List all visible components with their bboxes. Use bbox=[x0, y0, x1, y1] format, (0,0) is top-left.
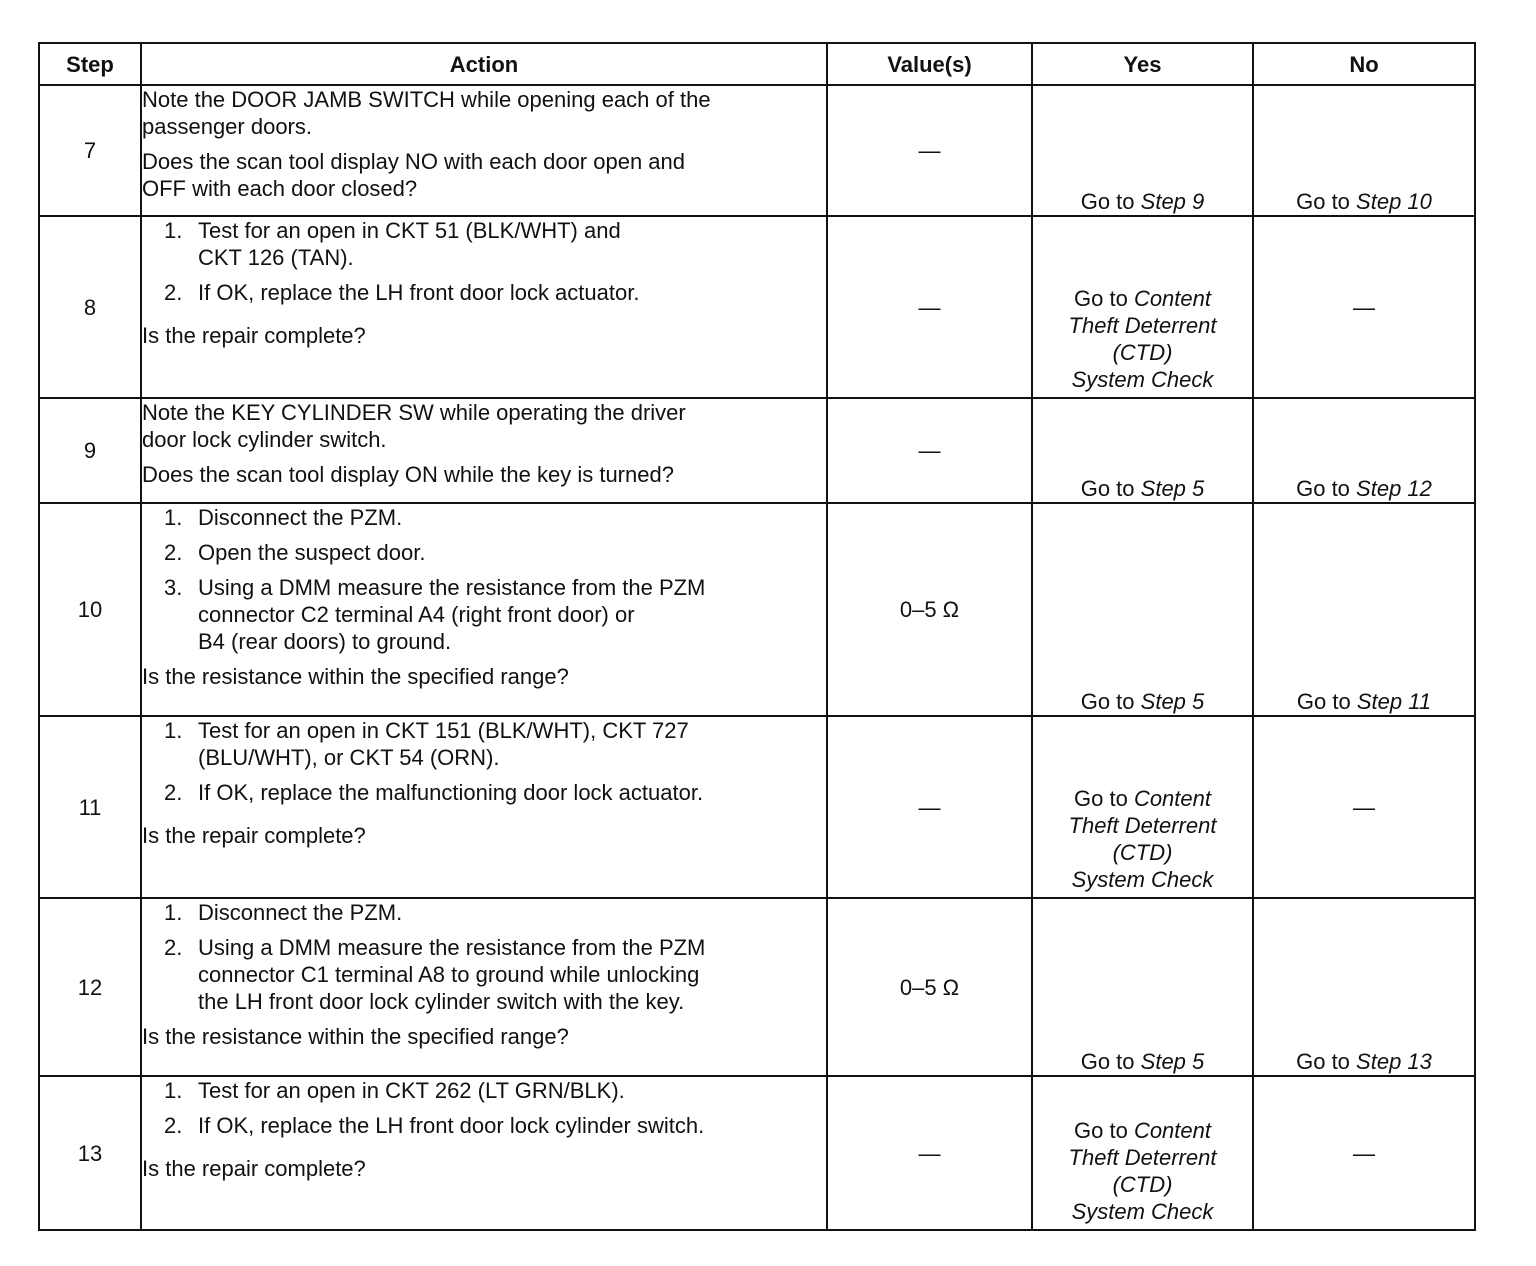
item-text: Test for an open in CKT 151 (BLK/WHT), CKT 727 bbox=[198, 718, 689, 743]
action-item bbox=[164, 279, 826, 306]
item-text: If OK, replace the malfunctioning door lock actuator. bbox=[198, 780, 704, 805]
table-row-step-8 bbox=[39, 216, 1475, 398]
header-yes: Yes bbox=[1032, 43, 1253, 85]
item-text: Test for an open in CKT 262 (LT GRN/BLK). bbox=[198, 1078, 625, 1103]
goto-prefix: Go to bbox=[1080, 476, 1135, 501]
item-number: 1. bbox=[164, 1078, 183, 1103]
item-text: Disconnect the PZM. bbox=[198, 505, 403, 530]
value-cell: 0–5 Ω bbox=[827, 898, 1032, 1076]
action-text: door lock cylinder switch. bbox=[142, 427, 387, 452]
no-step-link[interactable]: Step 13 bbox=[1356, 1049, 1432, 1074]
ctd-link[interactable]: (CTD) bbox=[1112, 1172, 1173, 1197]
yes-cell bbox=[1032, 398, 1253, 503]
ctd-link[interactable]: (CTD) bbox=[1112, 340, 1173, 365]
item-text: Test for an open in CKT 51 (BLK/WHT) and bbox=[198, 218, 621, 243]
item-text: B4 (rear doors) to ground. bbox=[198, 629, 452, 654]
yes-step-link[interactable]: Step 5 bbox=[1140, 476, 1205, 501]
diagnostic-table bbox=[38, 42, 1476, 1231]
no-cell: — bbox=[1253, 716, 1475, 898]
yes-step-link[interactable]: Step 5 bbox=[1140, 1049, 1205, 1074]
action-item bbox=[164, 934, 826, 1015]
action-item bbox=[164, 717, 826, 771]
ctd-link[interactable]: System Check bbox=[1071, 1199, 1214, 1224]
action-question: Is the repair complete? bbox=[142, 823, 366, 848]
action-text: Note the DOOR JAMB SWITCH while opening each of the bbox=[142, 87, 711, 112]
no-cell bbox=[1253, 503, 1475, 716]
action-cell bbox=[141, 398, 827, 503]
item-number: 3. bbox=[164, 575, 183, 600]
goto-prefix: Go to bbox=[1296, 476, 1350, 501]
goto-prefix: Go to bbox=[1074, 786, 1128, 811]
item-number: 2. bbox=[164, 935, 183, 960]
header-no: No bbox=[1253, 43, 1475, 85]
goto-prefix: Go to bbox=[1080, 689, 1135, 714]
item-text: Disconnect the PZM. bbox=[198, 900, 403, 925]
ctd-link[interactable]: (CTD) bbox=[1112, 840, 1173, 865]
step-number: 8 bbox=[39, 216, 141, 398]
action-question: Is the repair complete? bbox=[142, 1156, 366, 1181]
no-step-link[interactable]: Step 11 bbox=[1356, 689, 1432, 714]
action-item bbox=[164, 1077, 826, 1104]
item-text: connector C2 terminal A4 (right front door) or bbox=[198, 602, 635, 627]
item-number: 1. bbox=[164, 718, 183, 743]
item-text: If OK, replace the LH front door lock actuator. bbox=[198, 280, 640, 305]
goto-prefix: Go to bbox=[1080, 189, 1135, 214]
item-text: (BLU/WHT), or CKT 54 (ORN). bbox=[198, 745, 500, 770]
yes-cell bbox=[1032, 503, 1253, 716]
step-number: 9 bbox=[39, 398, 141, 503]
action-cell bbox=[141, 1076, 827, 1230]
value-cell: 0–5 Ω bbox=[827, 503, 1032, 716]
yes-step-link[interactable]: Step 9 bbox=[1140, 189, 1205, 214]
item-text: the LH front door lock cylinder switch with the key. bbox=[198, 989, 685, 1014]
item-number: 2. bbox=[164, 780, 183, 805]
action-cell bbox=[141, 216, 827, 398]
item-text: Using a DMM measure the resistance from the PZM bbox=[198, 935, 706, 960]
no-cell: — bbox=[1253, 216, 1475, 398]
action-cell bbox=[141, 716, 827, 898]
step-number: 11 bbox=[39, 716, 141, 898]
no-cell bbox=[1253, 85, 1475, 216]
action-question: Is the repair complete? bbox=[142, 323, 366, 348]
ctd-link[interactable]: Content bbox=[1133, 286, 1211, 311]
goto-prefix: Go to bbox=[1296, 1049, 1350, 1074]
item-number: 2. bbox=[164, 1113, 183, 1138]
table-row-step-12 bbox=[39, 898, 1475, 1076]
action-item bbox=[164, 539, 826, 566]
goto-prefix: Go to bbox=[1074, 286, 1128, 311]
action-question: OFF with each door closed? bbox=[142, 176, 418, 201]
item-text: Open the suspect door. bbox=[198, 540, 426, 565]
header-values: Value(s) bbox=[827, 43, 1032, 85]
item-number: 1. bbox=[164, 505, 183, 530]
step-number: 10 bbox=[39, 503, 141, 716]
header-row bbox=[39, 43, 1475, 85]
item-number: 1. bbox=[164, 218, 183, 243]
step-number: 12 bbox=[39, 898, 141, 1076]
item-number: 2. bbox=[164, 540, 183, 565]
action-item bbox=[164, 574, 826, 655]
action-item bbox=[164, 779, 826, 806]
no-cell bbox=[1253, 398, 1475, 503]
table-row-step-7 bbox=[39, 85, 1475, 216]
goto-prefix: Go to bbox=[1296, 189, 1350, 214]
value-cell: — bbox=[827, 716, 1032, 898]
value-cell: — bbox=[827, 216, 1032, 398]
step-number: 13 bbox=[39, 1076, 141, 1230]
action-item bbox=[164, 217, 826, 271]
item-text: Using a DMM measure the resistance from the PZM bbox=[198, 575, 706, 600]
item-number: 1. bbox=[164, 900, 183, 925]
table-row-step-9 bbox=[39, 398, 1475, 503]
ctd-link[interactable]: Theft Deterrent bbox=[1068, 813, 1217, 838]
yes-cell bbox=[1032, 898, 1253, 1076]
yes-cell bbox=[1032, 216, 1253, 398]
action-question: Is the resistance within the specified range? bbox=[142, 1024, 569, 1049]
ctd-link[interactable]: System Check bbox=[1071, 367, 1214, 392]
no-cell: — bbox=[1253, 1076, 1475, 1230]
item-text: If OK, replace the LH front door lock cylinder switch. bbox=[198, 1113, 705, 1138]
action-cell bbox=[141, 85, 827, 216]
ctd-link[interactable]: System Check bbox=[1071, 867, 1214, 892]
ctd-link[interactable]: Theft Deterrent bbox=[1068, 1145, 1217, 1170]
table-row-step-13 bbox=[39, 1076, 1475, 1230]
header-action: Action bbox=[141, 43, 827, 85]
value-cell: — bbox=[827, 1076, 1032, 1230]
action-item bbox=[164, 899, 826, 926]
goto-prefix: Go to bbox=[1080, 1049, 1135, 1074]
action-text: Note the KEY CYLINDER SW while operating the driver bbox=[142, 400, 686, 425]
ctd-link[interactable]: Theft Deterrent bbox=[1068, 313, 1217, 338]
yes-cell bbox=[1032, 1076, 1253, 1230]
yes-step-link[interactable]: Step 5 bbox=[1140, 689, 1205, 714]
ctd-link[interactable]: Content bbox=[1133, 786, 1211, 811]
action-cell bbox=[141, 898, 827, 1076]
action-text: passenger doors. bbox=[142, 114, 312, 139]
table-row-step-10 bbox=[39, 503, 1475, 716]
header-step: Step bbox=[39, 43, 141, 85]
item-number: 2. bbox=[164, 280, 183, 305]
item-text: CKT 126 (TAN). bbox=[198, 245, 354, 270]
action-cell bbox=[141, 503, 827, 716]
goto-prefix: Go to bbox=[1074, 1118, 1128, 1143]
yes-cell bbox=[1032, 85, 1253, 216]
no-step-link[interactable]: Step 12 bbox=[1356, 476, 1432, 501]
value-cell: — bbox=[827, 85, 1032, 216]
yes-cell bbox=[1032, 716, 1253, 898]
action-item bbox=[164, 504, 826, 531]
action-question: Is the resistance within the specified range? bbox=[142, 664, 569, 689]
no-step-link[interactable]: Step 10 bbox=[1356, 189, 1432, 214]
action-question: Does the scan tool display ON while the key is turned? bbox=[142, 462, 674, 487]
step-number: 7 bbox=[39, 85, 141, 216]
value-cell: — bbox=[827, 398, 1032, 503]
ctd-link[interactable]: Content bbox=[1133, 1118, 1211, 1143]
table-row-step-11 bbox=[39, 716, 1475, 898]
item-text: connector C1 terminal A8 to ground while unlocking bbox=[198, 962, 700, 987]
no-cell bbox=[1253, 898, 1475, 1076]
goto-prefix: Go to bbox=[1296, 689, 1351, 714]
action-item bbox=[164, 1112, 826, 1139]
action-question: Does the scan tool display NO with each door open and bbox=[142, 149, 685, 174]
